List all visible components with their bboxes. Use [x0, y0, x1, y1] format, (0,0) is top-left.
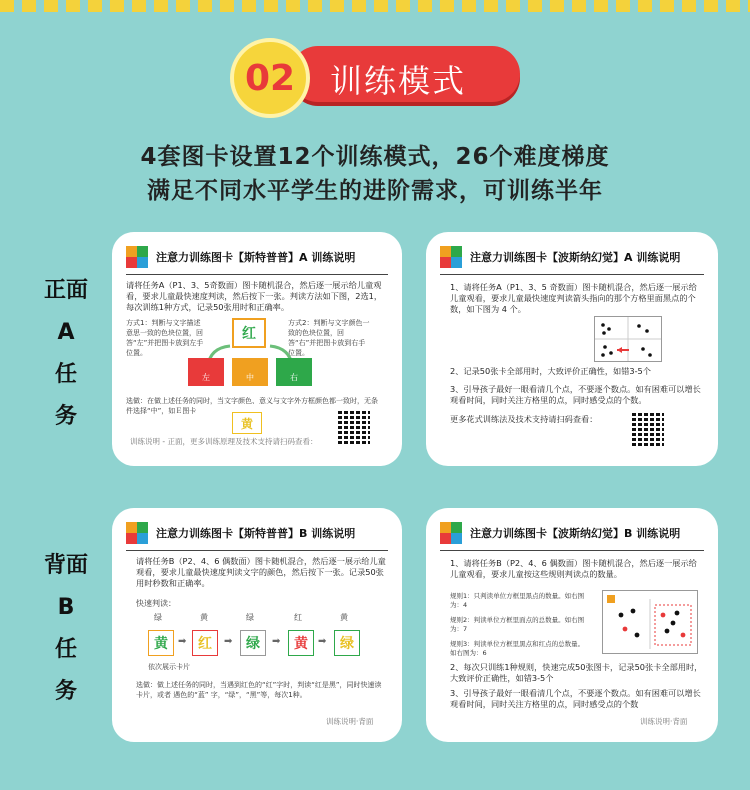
side-a-4: 务: [54, 404, 77, 429]
para-4: 更多花式训练法及技术支持请扫码查看：: [450, 414, 598, 424]
card-intro: 请将任务A（P1、3、5奇数面）图卡随机混合，然后逐一展示给儿童观看，要求儿童最快速度判读，然后按下一张。判读方法如下图，2选1，每次训练1种方式，记录50张用时和正确率。: [126, 280, 383, 312]
card-stroop-a: [112, 232, 402, 466]
card-title: 注意力训练图卡【斯特普普】B 训练说明: [156, 527, 356, 540]
side-label-a: [38, 270, 94, 438]
side-b-1: 背面: [43, 553, 88, 578]
card-title: 注意力训练图卡【波斯纳幻觉】A 训练说明: [470, 251, 681, 264]
way1-text: 方式1：判断与文字描述意思一致的色块位置，回答“左”并把图卡放到左手位置。: [126, 319, 204, 357]
arrow-icon: ➡: [318, 636, 327, 647]
section-banner: [230, 38, 520, 104]
card-header: [440, 522, 704, 551]
card-header: [126, 522, 388, 551]
color-label-2: 黄: [200, 613, 208, 622]
word-card-2: 红: [192, 630, 218, 656]
box-right: 右: [276, 358, 312, 386]
para-1: 1、请将任务B（P2、4、6 偶数面）图卡随机混合，然后逐一展示给儿童观看，要求儿童按这些规则判读点的数量。: [450, 558, 697, 579]
side-label-b: [38, 545, 94, 713]
dot-grid-icon: [595, 317, 661, 361]
arrow-icon: ➡: [272, 636, 281, 647]
dot-card-figure: [602, 590, 698, 654]
side-a-1: 正面: [43, 278, 88, 303]
para-2: 2、每次只训练1种规则，快速完成50张图卡，记录50张卡全部用时，大致评价正确性，如错3-5个: [450, 662, 703, 683]
card-intro: 请将任务B（P2、4、6 偶数面）图卡随机混合，然后逐一展示给儿童观看，要求儿童最快速度判读文字的颜色，然后按下一张。记录50张用时秒数和正确率。: [136, 556, 386, 588]
side-b-3: 任: [54, 637, 77, 662]
center-word-card: 红: [232, 318, 266, 348]
card-title: 注意力训练图卡【波斯纳幻觉】B 训练说明: [470, 527, 681, 540]
color-label-3: 绿: [246, 613, 254, 622]
tip-word: 黄: [232, 412, 262, 434]
rule-3: 规则3：判读单位方框里黑点和红点的总数量。如右图为：6: [450, 640, 585, 657]
card-posner-b: [426, 508, 718, 742]
subtitle-line2: 满足不同水平学生的进阶需求，可训练半年: [147, 178, 603, 204]
box-left: 左: [188, 358, 224, 386]
color-label-5: 黄: [340, 613, 348, 622]
qr-code-icon: [336, 410, 370, 444]
word-card-5: 绿: [334, 630, 360, 656]
arrow-icon: ➡: [178, 636, 187, 647]
logo-icon: [126, 246, 148, 268]
subtitle-line1: 4套图卡设置12个训练模式，26个难度梯度: [140, 144, 610, 170]
color-label-4: 红: [294, 613, 302, 622]
card-header: [126, 246, 388, 275]
word-card-1: 黄: [148, 630, 174, 656]
card-footer: 训练说明·背面: [640, 717, 688, 726]
side-a-2: A: [57, 320, 75, 345]
tip-text: 选做：在做上述任务的同时，当文字颜色、意义与文字外方框颜色都一致时，无条件选择“中”，如Ｅ图卡: [126, 397, 378, 415]
card-stroop-b: [112, 508, 402, 742]
card-title: 注意力训练图卡【斯特普普】A 训练说明: [156, 251, 356, 264]
tip-text: 选做：做上述任务的同时，当遇到红色的“红”字时，判读“红是黑”，同时快速读卡片，或者 遇色的“蓝” 字，“绿”，“黑”等，每次1种。: [136, 681, 382, 699]
rule-1: 规则1：只判读单位方框里黑点的数量。如右图为：4: [450, 592, 585, 609]
rule-2: 规则2：判读单位方框里面点的总数量。如右图为：7: [450, 616, 585, 633]
banner-number: 02: [230, 38, 310, 118]
banner-title: 训练模式: [330, 62, 467, 100]
logo-icon: [126, 522, 148, 544]
logo-icon: [440, 246, 462, 268]
dot-grid-icon: [603, 591, 697, 653]
dot-card-figure: [594, 316, 662, 362]
box-middle: 中: [232, 358, 268, 386]
side-b-4: 务: [54, 679, 77, 704]
para-1: 1、请将任务A（P1、3、5 奇数面）图卡随机混合，然后逐一展示给儿童观看，要求儿童最快速度判读箭头指向的那个方格里面黑点的个数，如下图为 4 个。: [450, 282, 697, 314]
para-2: 2、记录50张卡全部用时，大致评价正确性，如错3-5个: [450, 366, 651, 376]
card-footer: 训练说明 - 正面，更多训练原理及技术支持请扫码查看：: [130, 437, 318, 446]
fast-label: 快速判读：: [136, 599, 176, 608]
card-header: [440, 246, 704, 275]
card-posner-a: [426, 232, 718, 466]
side-b-2: B: [57, 595, 75, 620]
card-footer: 训练说明·背面: [326, 717, 374, 726]
top-stripe: [0, 0, 750, 12]
para-3: 3、引导孩子最好一眼看清几个点，不要逐个数点。如有困难可以增长观看时间，同时关注方格里的点，同时感受点的个数。: [450, 384, 701, 405]
sequence-label: 依次展示卡片: [148, 663, 190, 671]
word-card-4: 黄: [288, 630, 314, 656]
color-label-1: 绿: [154, 613, 162, 622]
way2-text: 方式2：判断与文字颜色一致的色块位置，回答“右”并把图卡放到右手位置。: [288, 319, 370, 357]
qr-code-icon: [630, 412, 664, 446]
logo-icon: [440, 522, 462, 544]
para-3: 3、引导孩子最好一眼看清几个点，不要逐个数点。如有困难可以增长观看时间，同时关注方格里的点，同时感受点的个数: [450, 688, 701, 709]
word-card-3: 绿: [240, 630, 266, 656]
arrow-icon: ➡: [224, 636, 233, 647]
side-a-3: 任: [54, 362, 77, 387]
